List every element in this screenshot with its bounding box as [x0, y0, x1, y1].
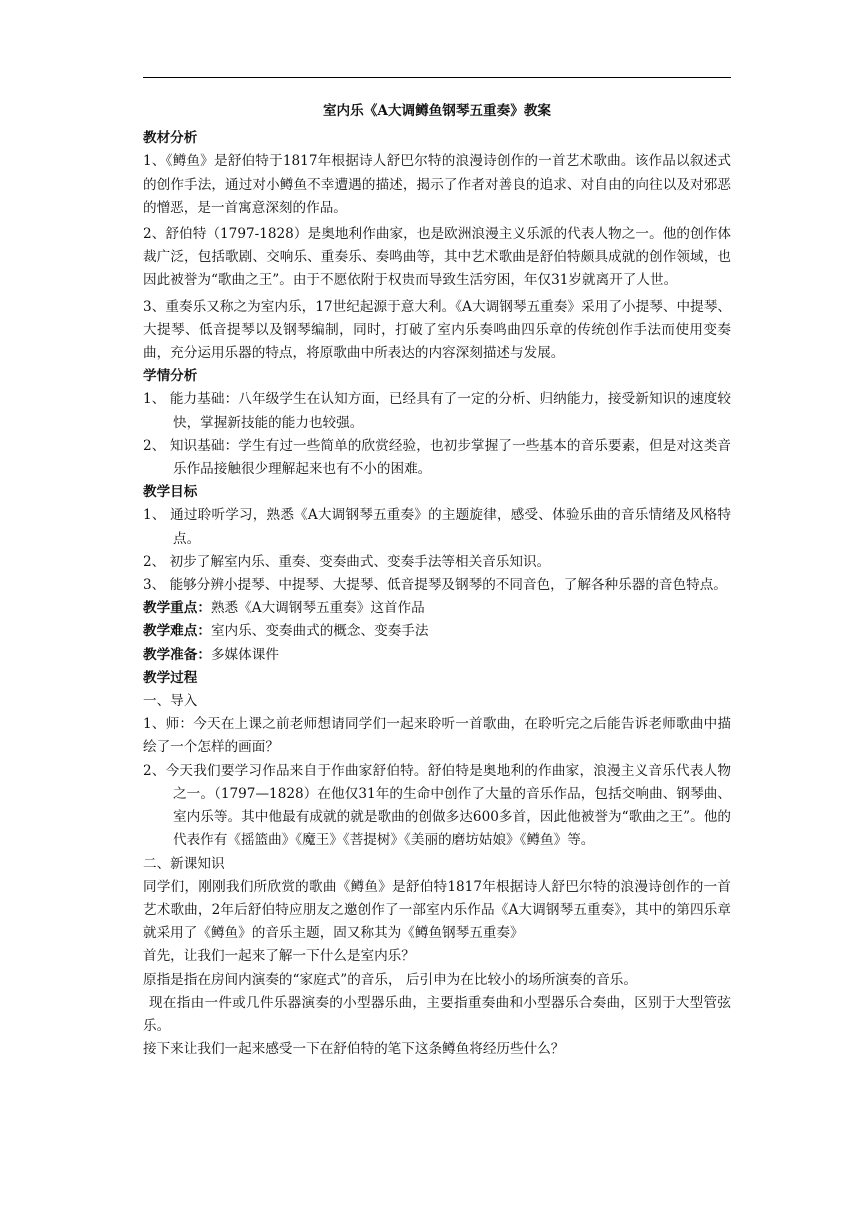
new-knowledge-paragraph-1: 同学们，刚刚我们所欣赏的歌曲《鳟鱼》是舒伯特1817年根据诗人舒巴尔特的浪漫诗创作的一首艺术歌曲，2年后舒伯特应朋友之邀创作了一部室内乐作品《A大调钢琴五重奏》，其中的第四乐章就采用了《鳟鱼》的音乐主题，固又称其为《鳟鱼钢琴五重奏》 [143, 878, 731, 942]
key-point-label: 教学重点： [143, 600, 211, 617]
goals-item-3: 3、 能够分辨小提琴、中提琴、大提琴、低音提琴及钢琴的不同音色，了解各种乐器的音色特点。 [143, 577, 727, 594]
section-heading-analysis: 教材分析 [143, 130, 198, 147]
section-heading-students: 学情分析 [143, 368, 198, 385]
difficulty-text: 室内乐、变奏曲式的概念、变奏手法 [210, 623, 429, 640]
goals-item-1: 1、 通过聆听学习，熟悉《A大调钢琴五重奏》的主题旋律，感受、体验乐曲的音乐情绪及风格特点。 [143, 507, 731, 547]
difficulty-label: 教学难点： [143, 623, 211, 640]
prep-line [143, 644, 731, 667]
intro-paragraph-1: 1、师：今天在上课之前老师想请同学们一起来聆听一首歌曲，在聆听完之后能告诉老师歌曲中描绘了一个怎样的画面？ [143, 716, 731, 756]
new-knowledge-paragraph-3: 原指是指在房间内演奏的“家庭式”的音乐， 后引申为在比较小的场所演奏的音乐。 [143, 971, 637, 988]
section-heading-goals: 教学目标 [143, 484, 198, 501]
prep-text: 多媒体课件 [210, 646, 279, 663]
students-item-2: 2、 知识基础：学生有过一些简单的欣赏经验，也初步掌握了一些基本的音乐要素，但是对这类音乐作品接触很少理解起来也有不小的困难。 [143, 437, 731, 478]
students-item-1: 1、 能力基础：八年级学生在认知方面，已经具有了一定的分析、归纳能力，接受新知识的速度较快，掌握新技能的能力也较强。 [143, 391, 731, 431]
section-heading-process: 教学过程 [143, 669, 198, 686]
prep-label: 教学准备： [143, 646, 211, 663]
new-knowledge-heading: 二、新课知识 [143, 855, 225, 872]
new-knowledge-paragraph-2: 首先，让我们一起来了解一下什么是室内乐？ [143, 948, 415, 965]
header-rule [143, 77, 731, 78]
analysis-paragraph-1: 1、《鳟鱼》是舒伯特于1817年根据诗人舒巴尔特的浪漫诗创作的一首艺术歌曲。该作品以叙述式的创作手法，通过对小鳟鱼不幸遭遇的描述，揭示了作者对善良的追求、对自由的向往以及对邪恶的憎恶，是一首寓意深刻的作品。 [143, 153, 731, 216]
key-point-text: 熟悉《A大调钢琴五重奏》这首作品 [210, 600, 425, 617]
analysis-paragraph-3: 3、重奏乐又称之为室内乐，17世纪起源于意大利。《A大调钢琴五重奏》采用了小提琴、中提琴、大提琴、低音提琴以及钢琴编制，同时，打破了室内乐奏鸣曲四乐章的传统创作手法而使用变奏曲，充分运用乐器的特点，将原歌曲中所表达的内容深刻描述与发展。 [143, 298, 731, 362]
key-point-line [143, 597, 731, 620]
goals-item-2: 2、 初步了解室内乐、重奏、变奏曲式、变奏手法等相关音乐知识。 [143, 553, 551, 570]
new-knowledge-paragraph-5: 接下来让我们一起来感受一下在舒伯特的笔下这条鳟鱼将经历些什么？ [143, 1041, 565, 1058]
analysis-paragraph-2: 2、舒伯特（1797-1828）是奥地利作曲家，也是欧洲浪漫主义乐派的代表人物之一。他的创作体裁广泛，包括歌剧、交响乐、重奏乐、奏鸣曲等，其中艺术歌曲是舒伯特颇具成就的创作领域，也因此被誉为“歌曲之王”。由于不愿依附于权贵而导致生活穷困，年仅31岁就离开了人世。 [143, 226, 731, 289]
intro-heading: 一、导入 [143, 693, 198, 710]
difficulty-line [143, 620, 731, 643]
intro-paragraph-2: 2、今天我们要学习作品来自于作曲家舒伯特。舒伯特是奥地利的作曲家，浪漫主义音乐代表人物之一。（1797—1828）在他仅31年的生命中创作了大量的音乐作品，包括交响曲、钢琴曲、室内乐等。其中他最有成就的就是歌曲的创做多达600多首，因此他被誉为“歌曲之王”。他的代表作有《摇篮曲》《魔王》《菩提树》《美丽的磨坊姑娘》《鳟鱼》等。 [143, 762, 731, 849]
document-title: 室内乐《A大调鳟鱼钢琴五重奏》教案 [322, 103, 552, 119]
document-body [143, 100, 731, 1061]
new-knowledge-paragraph-4: 现在指由一件或几件乐器演奏的小型器乐曲，主要指重奏曲和小型器乐合奏曲，区别于大型管弦乐。 [143, 994, 731, 1034]
